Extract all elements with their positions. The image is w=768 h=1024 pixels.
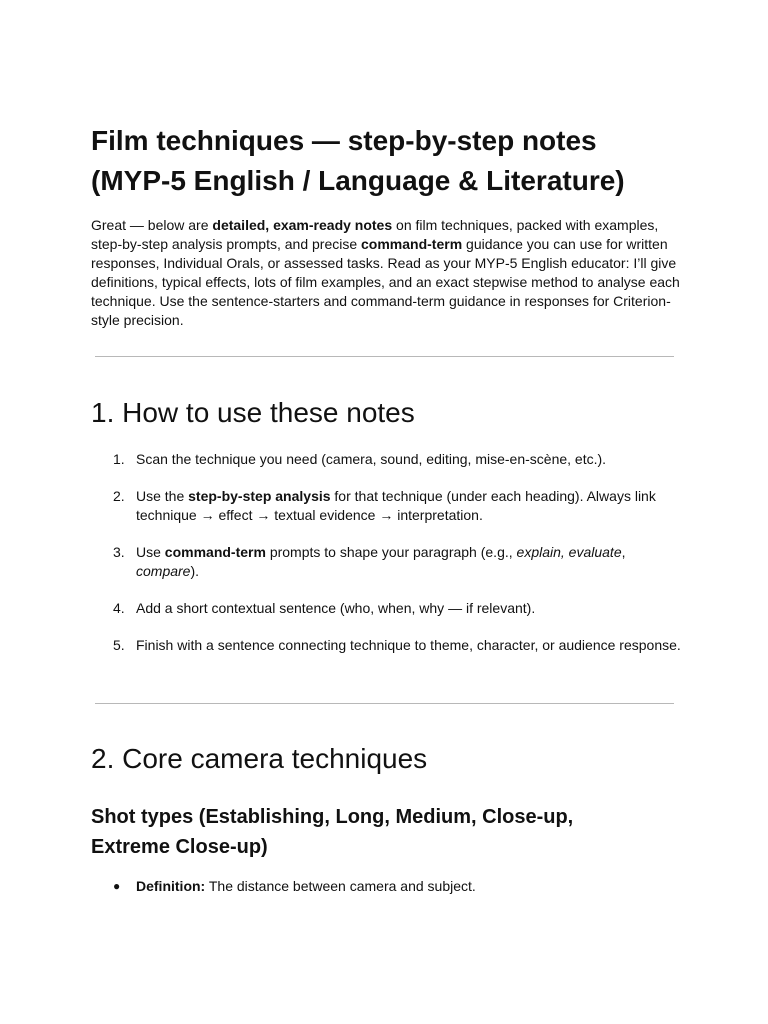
divider-2 — [95, 703, 674, 704]
list-item-text: Scan the technique you need (camera, sound, editing, mise-en-scène, etc.). — [136, 451, 607, 467]
page-title — [91, 121, 691, 201]
list-item-text: , — [621, 544, 626, 560]
list-number: 4. — [113, 600, 125, 616]
intro-bold-1: detailed, exam-ready notes — [212, 217, 393, 233]
list-number: 1. — [113, 451, 125, 467]
bullet-marker: ● — [113, 879, 121, 893]
divider-1 — [95, 356, 674, 357]
section-2-heading: 2. Core camera techniques — [91, 743, 428, 774]
list-item — [91, 450, 691, 469]
intro-bold-2: command-term — [361, 236, 463, 252]
title-line-2: (MYP-5 English / Language & Literature) — [91, 165, 625, 196]
intro-text-2: on film techniques, packed with examples, step-by-step analysis prompts, and precise — [91, 217, 659, 252]
bullet-text: The distance between camera and subject. — [205, 878, 476, 894]
intro-text-1: Great — below are — [91, 217, 213, 233]
list-number: 5. — [113, 637, 125, 653]
how-to-list — [91, 450, 691, 673]
shot-types-subheading: Shot types (Establishing, Long, Medium, Close-up, Extreme Close-up) — [91, 806, 574, 858]
list-item-bold: command-term — [164, 544, 266, 560]
list-item — [91, 543, 691, 581]
list-item-italic: explain, evaluate — [516, 544, 622, 560]
list-item-text: Finish with a sentence connecting technique to theme, character, or audience response. — [136, 637, 681, 653]
list-item — [91, 599, 691, 618]
intro-text-3: guidance you can use for written responses, Individual Orals, or assessed tasks. Read as your MYP-5 English educator: I’ll give definitions, typical effects, lots of film examples, and an exact stepwise method to analyse each technique. Use the sentence-starters and command-term guidance in responses for Criterion-style precision. — [91, 236, 680, 328]
intro-paragraph — [91, 216, 681, 330]
list-item — [91, 487, 691, 525]
list-item-text: ). — [190, 563, 200, 579]
list-number: 3. — [113, 544, 125, 560]
list-item — [91, 636, 691, 655]
list-item-italic: compare — [136, 563, 191, 579]
bullet-item — [91, 877, 691, 896]
list-item-text: Add a short contextual sentence (who, when, why — if relevant). — [136, 600, 536, 616]
list-item-text: prompts to shape your paragraph (e.g., — [265, 544, 517, 560]
bullet-label: Definition: — [136, 878, 206, 894]
list-number: 2. — [113, 488, 125, 504]
title-line-1: Film techniques — step-by-step notes — [91, 125, 597, 156]
list-item-bold: step-by-step analysis — [188, 488, 331, 504]
section-1-heading: 1. How to use these notes — [91, 397, 415, 428]
list-item-text: for that technique (under each heading). Always link technique → effect → textual evidence → interpretation. — [136, 488, 656, 523]
list-item-text: Use — [136, 544, 165, 560]
list-item-text: Use the — [136, 488, 189, 504]
